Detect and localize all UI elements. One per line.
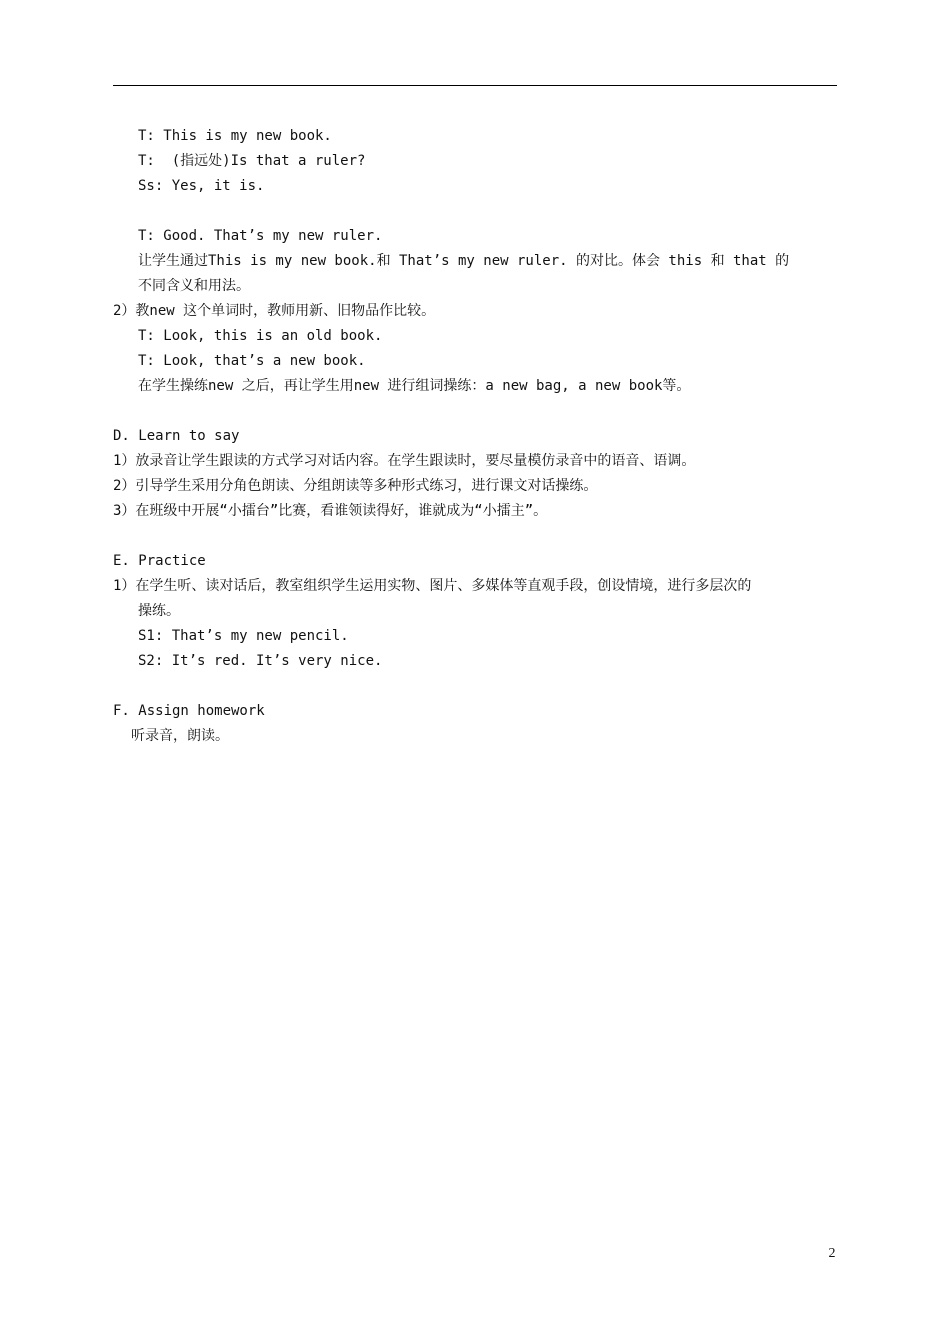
numbered-item: 3）在班级中开展“小擂台”比赛，看谁领读得好，谁就成为“小擂主”。: [113, 503, 548, 519]
instruction-text: 听录音，朗读。: [131, 728, 229, 744]
instruction-text: 不同含义和用法。: [138, 278, 250, 294]
header-rule: [113, 85, 837, 86]
dialogue-line: S2: It’s red. It’s very nice.: [138, 653, 383, 669]
dialogue-line: T: Look, this is an old book.: [138, 328, 383, 344]
section-heading: D. Learn to say: [113, 428, 240, 444]
section-heading: F. Assign homework: [113, 703, 265, 719]
section-heading: E. Practice: [113, 553, 206, 569]
dialogue-line: T: Look, that’s a new book.: [138, 353, 366, 369]
spacer: [113, 524, 843, 549]
instruction-text: 在学生操练new 之后，再让学生用new 进行组词操练：a new bag, a new book等。: [138, 378, 691, 394]
spacer: [113, 199, 843, 224]
numbered-item: 1）在学生听、读对话后，教室组织学生运用实物、图片、多媒体等直观手段，创设情境，进行多层次的: [113, 578, 752, 594]
dialogue-line: S1: That’s my new pencil.: [138, 628, 349, 644]
numbered-item-continuation: 操练。: [138, 603, 180, 619]
page-number: 2: [828, 1246, 836, 1261]
numbered-item: 2）引导学生采用分角色朗读、分组朗读等多种形式练习，进行课文对话操练。: [113, 478, 598, 494]
numbered-item: 2）教new 这个单词时，教师用新、旧物品作比较。: [113, 303, 436, 319]
document-body: [113, 124, 843, 749]
dialogue-line: T: This is my new book.: [138, 128, 332, 144]
dialogue-line: Ss: Yes, it is.: [138, 178, 265, 194]
dialogue-line: T: (指远处)Is that a ruler?: [138, 153, 366, 169]
instruction-text: 让学生通过This is my new book.和 That’s my new ruler. 的对比。体会 this 和 that 的: [138, 253, 790, 269]
spacer: [113, 674, 843, 699]
dialogue-line: T: Good. That’s my new ruler.: [138, 228, 383, 244]
numbered-item: 1）放录音让学生跟读的方式学习对话内容。在学生跟读时，要尽量模仿录音中的语音、语调。: [113, 453, 696, 469]
spacer: [113, 399, 843, 424]
